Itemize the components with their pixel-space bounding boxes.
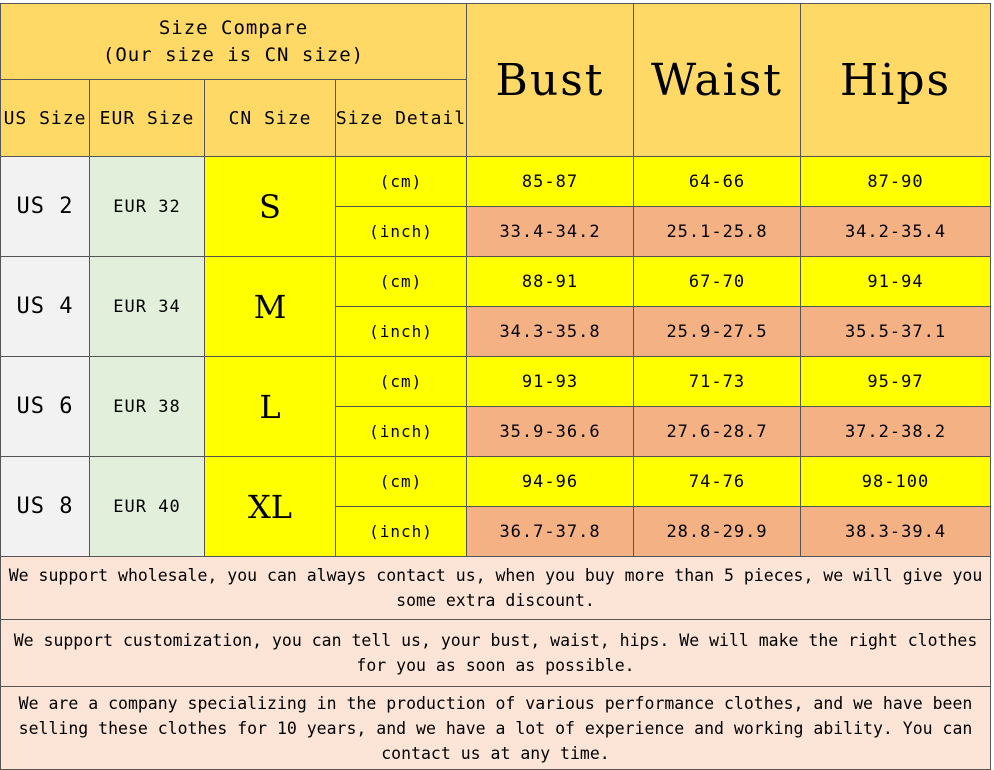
eur-size-cell: EUR 34: [90, 257, 205, 357]
hips-cm-value: 91-94: [801, 257, 991, 307]
unit-inch-label: (inch): [336, 407, 467, 457]
company-note: We are a company specializing in the production of various performance clothes, and we have been selling these clothes for 10 years, and we have a lot of experience and working ability. You can contact us at any time.: [0, 687, 991, 770]
hips-inch-value: 35.5-37.1: [801, 307, 991, 357]
eur-size-cell: EUR 40: [90, 457, 205, 557]
header-us-size: US Size: [0, 80, 90, 157]
waist-cm-value: 71-73: [634, 357, 801, 407]
hips-cm-value: 95-97: [801, 357, 991, 407]
bust-cm-value: 94-96: [467, 457, 634, 507]
unit-inch-label: (inch): [336, 307, 467, 357]
header-size-detail: Size Detail: [336, 80, 467, 157]
us-size-cell: US 8: [0, 457, 90, 557]
size-compare-title: [0, 3, 467, 80]
bust-inch-value: 36.7-37.8: [467, 507, 634, 557]
bust-inch-value: 33.4-34.2: [467, 207, 634, 257]
customization-note: We support customization, you can tell us, your bust, waist, hips. We will make the right clothes for you as soon as possible.: [0, 620, 991, 687]
size-compare-note: (Our size is CN size): [102, 43, 365, 66]
waist-inch-value: 25.9-27.5: [634, 307, 801, 357]
bust-inch-value: 34.3-35.8: [467, 307, 634, 357]
waist-inch-value: 27.6-28.7: [634, 407, 801, 457]
eur-size-cell: EUR 32: [90, 157, 205, 257]
unit-cm-label: (cm): [336, 257, 467, 307]
cn-size-cell: M: [205, 257, 336, 357]
bust-cm-value: 91-93: [467, 357, 634, 407]
waist-cm-value: 64-66: [634, 157, 801, 207]
us-size-cell: US 4: [0, 257, 90, 357]
hips-inch-value: 38.3-39.4: [801, 507, 991, 557]
bust-cm-value: 88-91: [467, 257, 634, 307]
unit-cm-label: (cm): [336, 357, 467, 407]
header-eur-size: EUR Size: [90, 80, 205, 157]
cn-size-cell: XL: [205, 457, 336, 557]
eur-size-cell: EUR 38: [90, 357, 205, 457]
bust-inch-value: 35.9-36.6: [467, 407, 634, 457]
us-size-cell: US 2: [0, 157, 90, 257]
hips-cm-value: 98-100: [801, 457, 991, 507]
waist-cm-value: 67-70: [634, 257, 801, 307]
unit-cm-label: (cm): [336, 457, 467, 507]
unit-inch-label: (inch): [336, 507, 467, 557]
cn-size-cell: S: [205, 157, 336, 257]
hips-inch-value: 37.2-38.2: [801, 407, 991, 457]
bust-cm-value: 85-87: [467, 157, 634, 207]
cn-size-cell: L: [205, 357, 336, 457]
hips-cm-value: 87-90: [801, 157, 991, 207]
unit-inch-label: (inch): [336, 207, 467, 257]
unit-cm-label: (cm): [336, 157, 467, 207]
header-bust: Bust: [467, 3, 634, 157]
header-hips: Hips: [801, 3, 991, 157]
waist-cm-value: 74-76: [634, 457, 801, 507]
waist-inch-value: 28.8-29.9: [634, 507, 801, 557]
us-size-cell: US 6: [0, 357, 90, 457]
header-cn-size: CN Size: [205, 80, 336, 157]
wholesale-note: We support wholesale, you can always contact us, when you buy more than 5 pieces, we will give you some extra discount.: [0, 557, 991, 620]
hips-inch-value: 34.2-35.4: [801, 207, 991, 257]
waist-inch-value: 25.1-25.8: [634, 207, 801, 257]
size-compare-label: Size Compare: [158, 16, 309, 39]
header-waist: Waist: [634, 3, 801, 157]
